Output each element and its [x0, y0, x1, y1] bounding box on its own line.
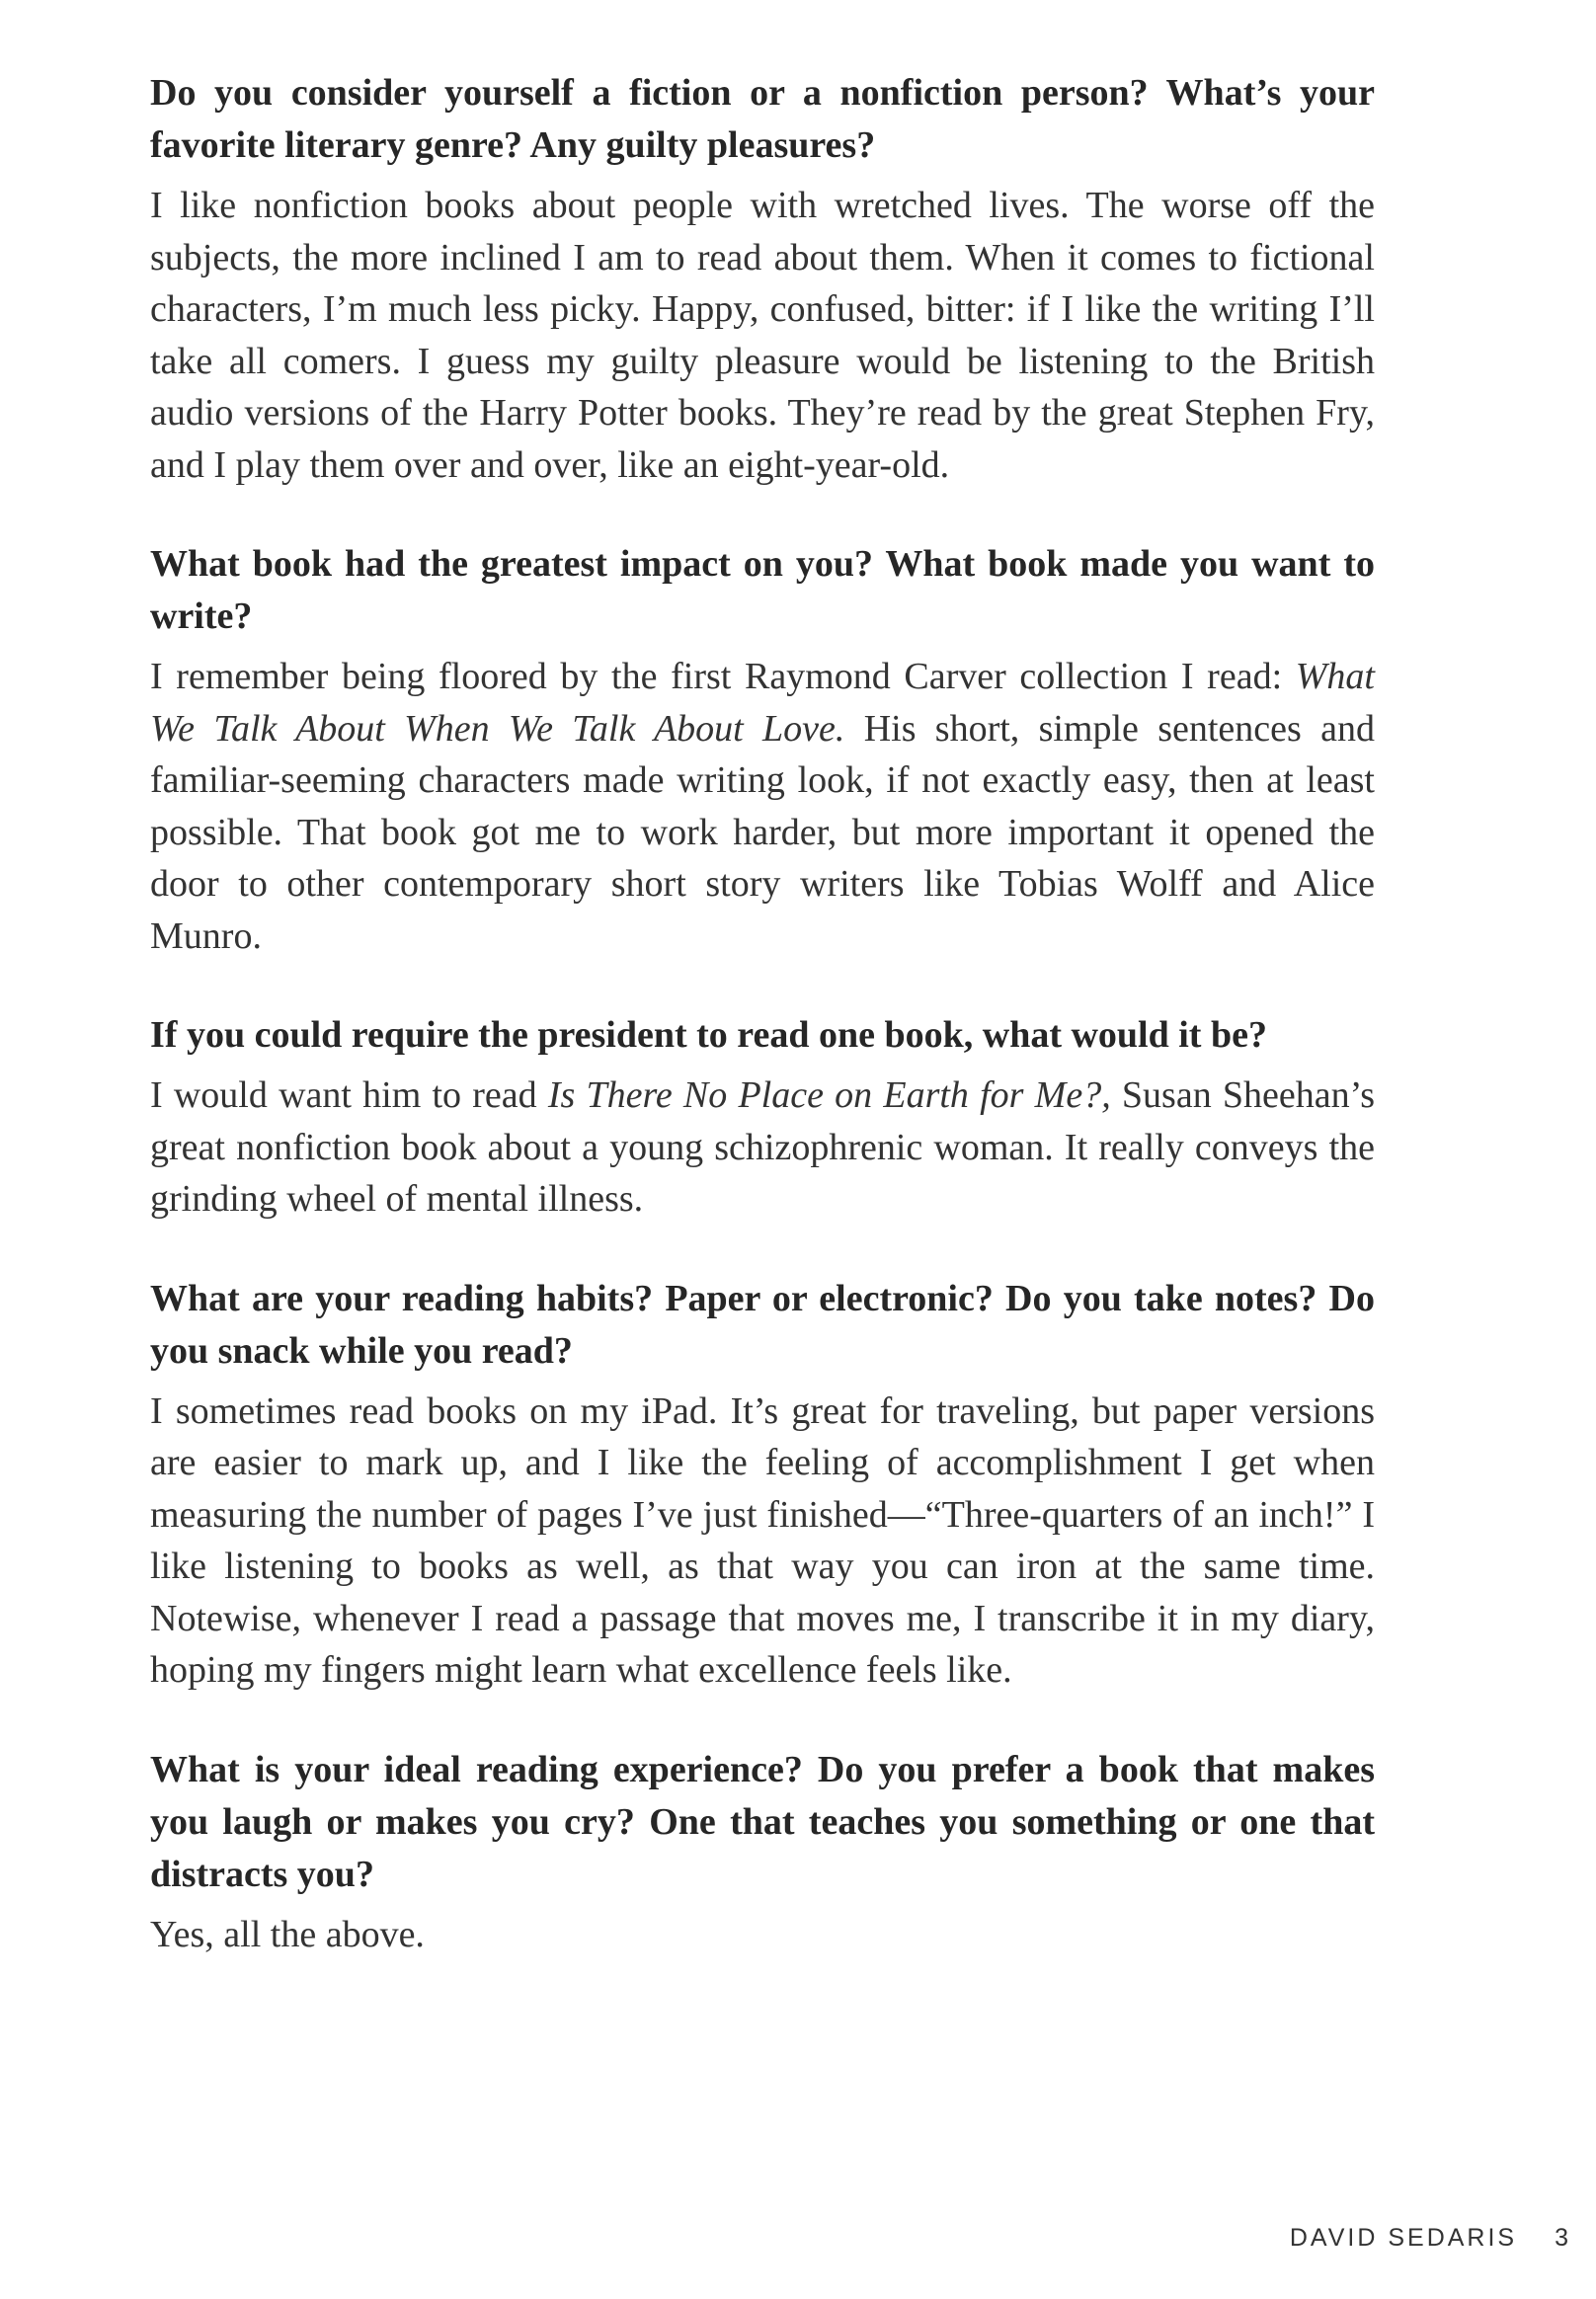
page-content: [150, 67, 1375, 2008]
page-footer: [1290, 2224, 1568, 2253]
answer-text: I remember being floored by the first Raymond Carver collection I read:: [150, 656, 1296, 697]
answer: I like nonfiction books about people with wretched lives. The worse off the subjects, the more inclined I am to read about them. When it comes to fictional characters, I’m much less picky. Happy, confused, bitter: if I like the writing I’ll take all comers. I guess my guilty pleasure would be listening to the British audio versions of the Harry Potter books. They’re read by the great Stephen Fry, and I play them over and over, like an eight-year-old.: [150, 185, 1375, 486]
qa-block-genre: [150, 67, 1375, 491]
question: What book had the greatest impact on you? What book made you want to write?: [150, 543, 1375, 637]
book-title: What We Talk About When We Talk About Love.: [150, 656, 1375, 750]
qa-block-ideal: [150, 1744, 1375, 1961]
book-title: Is There No Place on Earth for Me?,: [547, 1074, 1111, 1116]
page-number: 3: [1555, 2224, 1568, 2252]
qa-block-habits: [150, 1273, 1375, 1697]
answer-text: Susan Sheehan’s great nonfiction book about a young schizophrenic woman. It really conveys the grinding wheel of mental illness.: [150, 1074, 1375, 1220]
answer: Yes, all the above.: [150, 1913, 425, 1955]
question: If you could require the president to read one book, what would it be?: [150, 1014, 1267, 1056]
answer: I sometimes read books on my iPad. It’s great for traveling, but paper versions are easier to mark up, and I like the feeling of accomplishment I get when measuring the number of pages I’ve just finished—“Three-quarters of an inch!” I like listening to books as well, as that way you can iron at the same time. Notewise, whenever I read a passage that moves me, I transcribe it in my diary, hoping my fingers might learn what excellence feels like.: [150, 1389, 1375, 1691]
question: Do you consider yourself a fiction or a nonfiction person? What’s your favorite literary genre? Any guilty pleasures?: [150, 72, 1375, 166]
running-author: DAVID SEDARIS: [1289, 2224, 1518, 2252]
qa-block-impact: [150, 538, 1375, 962]
question: What are your reading habits? Paper or electronic? Do you take notes? Do you snack while you read?: [150, 1277, 1375, 1372]
question: What is your ideal reading experience? Do you prefer a book that makes you laugh or makes you cry? One that teaches you something or one that distracts you?: [150, 1748, 1375, 1895]
answer: [150, 1070, 1375, 1226]
answer-text: I would want him to read: [150, 1074, 548, 1116]
qa-block-president: [150, 1009, 1375, 1226]
answer: [150, 651, 1375, 962]
answer-text: His short, simple sentences and familiar-seeming characters made writing look, if not exactly easy, then at least possible. That book got me to work harder, but more important it opened the door to other contemporary short story writers like Tobias Wolff and Alice Munro.: [150, 707, 1375, 957]
